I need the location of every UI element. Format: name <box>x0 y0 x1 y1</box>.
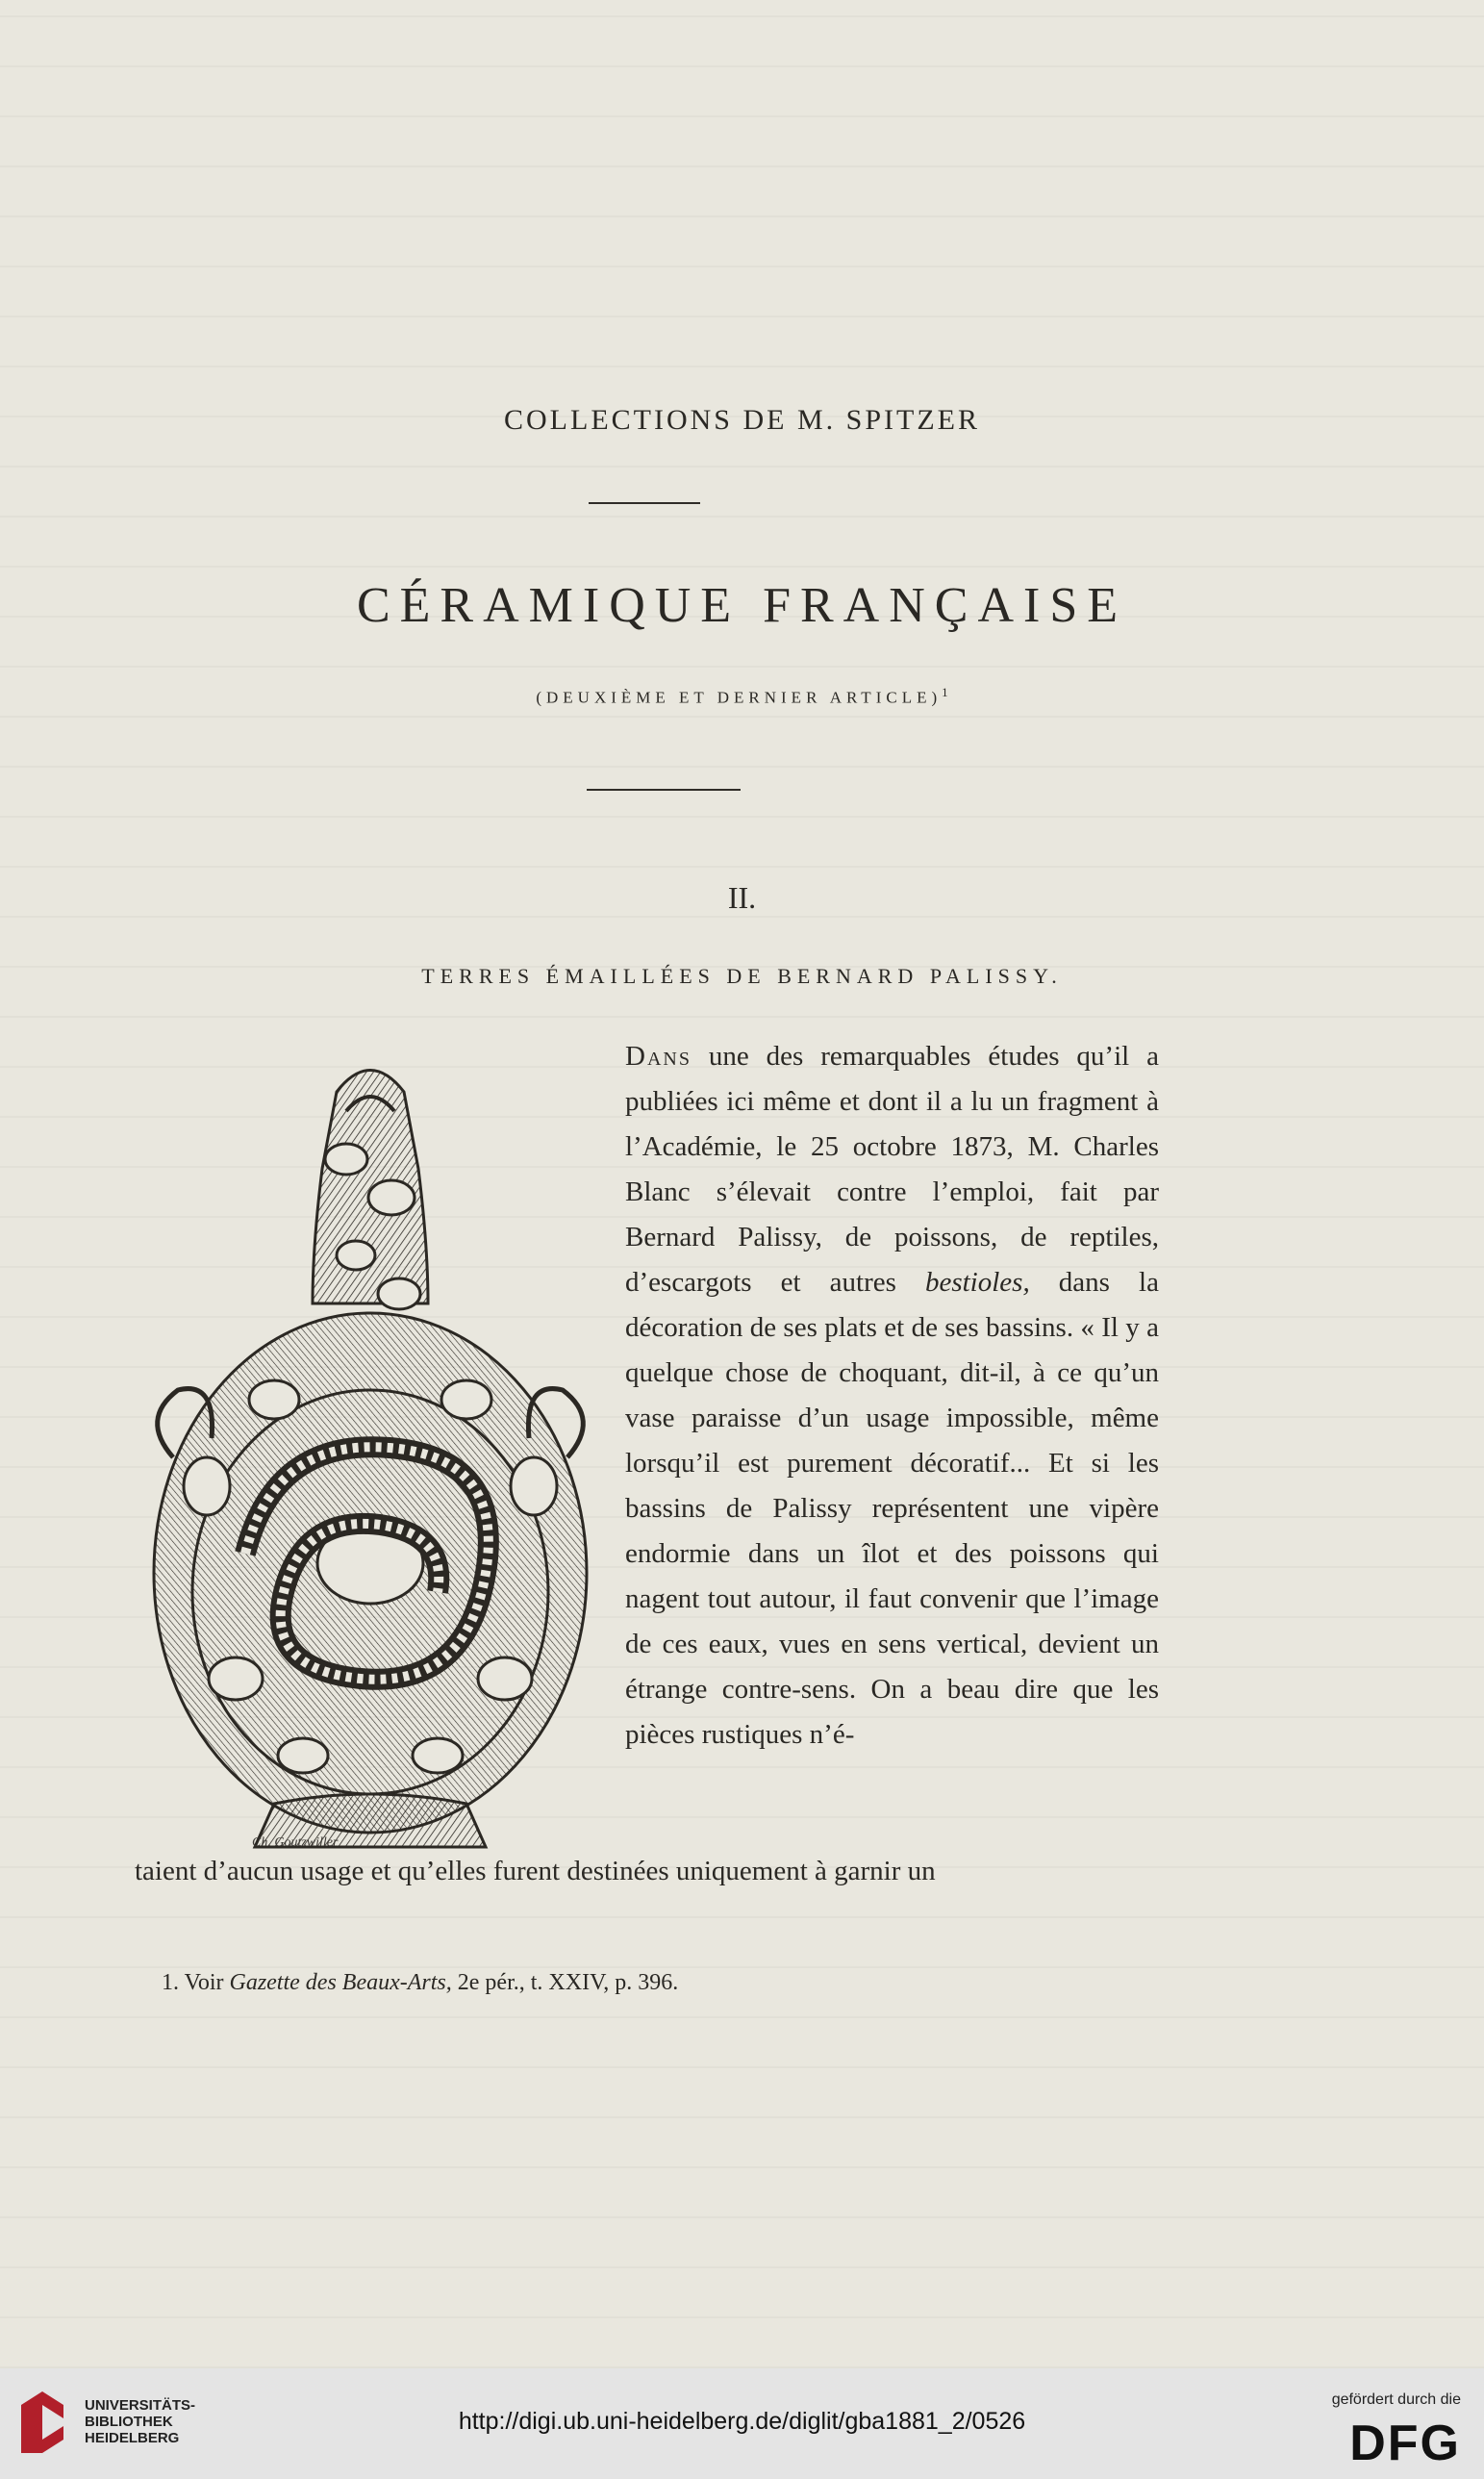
permalink-url[interactable]: http://digi.ub.uni-heidelberg.de/diglit/gba1881_2/0526 <box>458 2408 1026 2435</box>
section-title: TERRES ÉMAILLÉES DE BERNARD PALISSY. <box>421 964 1063 988</box>
body-text-part2: dans la décoration de ses plats et de ses bassins. « Il y a quelque chose de choquant, dit-il, à ce qu’un vase paraisse d’un usage impossible, même lorsqu’il est purement décoratif... Et si les bassins de Palissy représentent une vipère endormie dans un îlot et des poissons qui nagent tout autour, il faut convenir que l’image de ces eaux, vues en sens vertical, devient un étrange contre-sens. On a beau dire que les pièces rustiques n’é- <box>625 1267 1159 1750</box>
main-title: CÉRAMIQUE FRANÇAISE <box>356 578 1128 633</box>
library-line-1: UNIVERSITÄTS- <box>85 2397 196 2414</box>
subtitle-text: (DEUXIÈME ET DERNIER ARTICLE) <box>536 688 943 707</box>
title-rule-long <box>587 789 741 791</box>
body-full-width-line: taient d’aucun usage et qu’elles furent destinées uniquement à garnir un <box>135 1856 936 1886</box>
title-rule-short <box>589 502 700 504</box>
palissy-gourd-vase-engraving-icon <box>139 1053 601 1852</box>
footnote-number: 1. <box>162 1970 179 1995</box>
section-number: II. <box>727 880 757 915</box>
dfg-logo: DFG <box>1349 2416 1461 2471</box>
footnote-suffix: 2e pér., t. XXIV, p. 396. <box>451 1970 679 1995</box>
body-column-paragraph <box>625 1034 1159 1758</box>
collection-title: COLLECTIONS DE M. SPITZER <box>504 404 980 436</box>
dropcap-word: Dans <box>625 1041 692 1072</box>
footnote-journal: Gazette des Beaux-Arts, <box>229 1970 452 1995</box>
library-line-2: BIBLIOTHEK <box>85 2414 173 2430</box>
engraver-signature: Ch. Goutzwiller <box>252 1835 339 1850</box>
footnote-prefix: Voir <box>184 1970 230 1995</box>
library-line-3: HEIDELBERG <box>85 2430 180 2446</box>
italic-word: bestioles, <box>924 1267 1030 1298</box>
footnote <box>162 1970 678 1996</box>
funded-by-label: gefördert durch die <box>1331 2391 1461 2408</box>
subtitle <box>0 685 1484 708</box>
body-text-part1: une des remarquables études qu’il a publiées ici même et dont il a lu un fragment à l’Académie, le 25 octobre 1873, M. Charles Blanc s’élevait contre l’emploi, fait par Bernard Palissy, de poissons, de reptiles, d’escargots et autres <box>625 1041 1159 1298</box>
subtitle-note-mark: 1 <box>942 685 948 699</box>
